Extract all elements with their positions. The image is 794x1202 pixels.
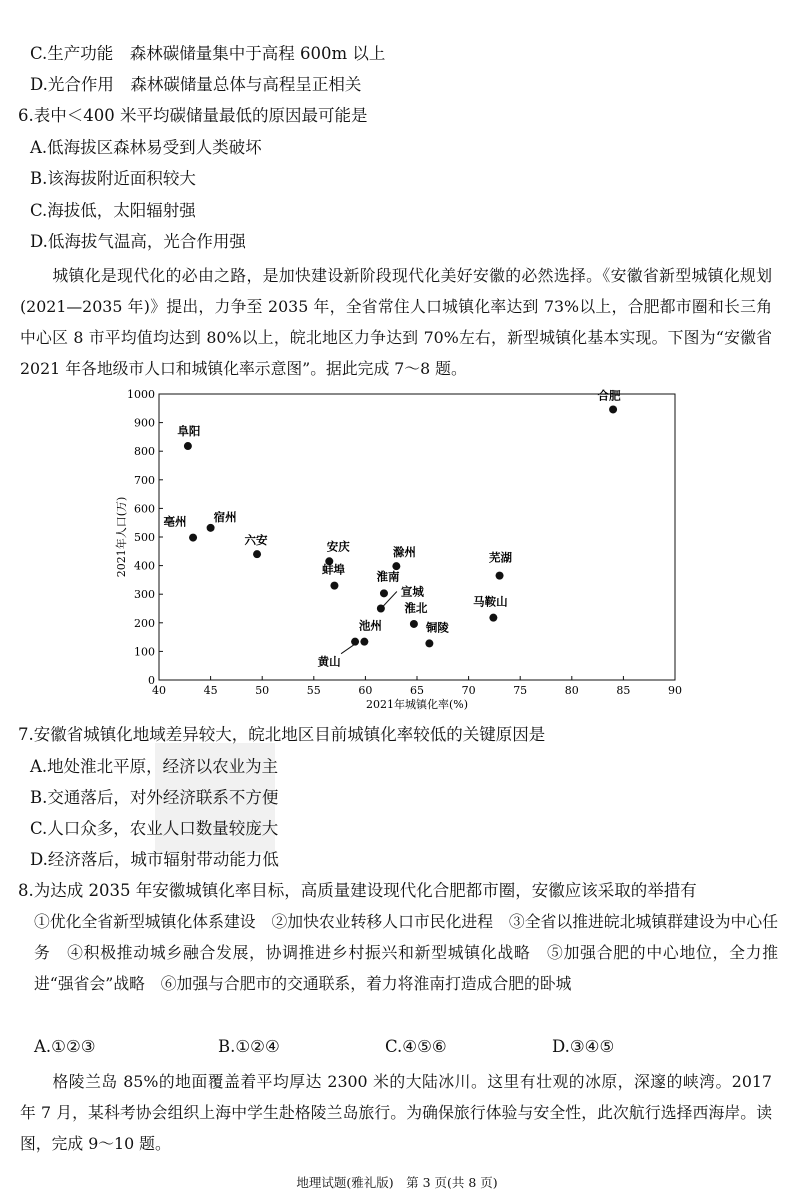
point-label: 六安 <box>244 533 268 548</box>
data-point <box>253 550 261 558</box>
point-label: 安庆 <box>326 539 350 554</box>
q8-option-c: C.④⑤⑥ <box>385 1037 447 1056</box>
q8-stem: 8.为达成 2035 年安徽城镇化率目标，高质量建设现代化合肥都市圈，安徽应该采取的举措有 <box>18 881 697 900</box>
point-label: 宣城 <box>400 584 424 599</box>
data-point <box>207 524 215 532</box>
y-tick-label: 300 <box>134 588 155 602</box>
passage-greenland: 格陵兰岛 85%的地面覆盖着平均厚达 2300 米的大陆冰川。这里有壮观的冰原，深邃的峡湾。2017 年 7 月，某科考协会组织上海中学生赴格陵兰岛旅行。为确保旅行体验与安全性，此次航行选择西海岸。读图，完成 9～10 题。 <box>20 1072 772 1153</box>
point-label: 黄山 <box>317 654 341 669</box>
y-tick-label: 700 <box>134 473 155 487</box>
point-label: 芜湖 <box>489 550 513 565</box>
x-tick-label: 60 <box>358 684 373 697</box>
x-tick-label: 45 <box>203 684 218 697</box>
x-tick-label: 75 <box>513 684 528 697</box>
q7-option-d: D.经济落后，城市辐射带动能力低 <box>30 850 279 869</box>
q5-option-d: D.光合作用 森林碳储量总体与高程呈正相关 <box>30 75 362 94</box>
point-label: 阜阳 <box>177 424 201 439</box>
point-label: 淮北 <box>404 600 428 615</box>
y-axis-label: 2021年人口(万) <box>115 496 128 578</box>
q8-option-d: D.③④⑤ <box>552 1037 615 1056</box>
point-label: 滁州 <box>392 545 416 560</box>
y-tick-label: 200 <box>134 616 155 630</box>
x-tick-label: 70 <box>461 684 476 697</box>
x-tick-label: 65 <box>410 684 424 697</box>
point-label: 宿州 <box>213 509 237 524</box>
point-label: 亳州 <box>163 514 187 529</box>
point-label: 铜陵 <box>425 620 449 635</box>
y-tick-label: 500 <box>134 531 155 544</box>
leader-line <box>341 645 354 654</box>
y-tick-label: 600 <box>134 502 155 516</box>
y-tick-label: 800 <box>134 445 155 459</box>
data-point <box>184 442 192 450</box>
scatter-chart <box>105 386 695 721</box>
y-tick-label: 400 <box>134 559 155 573</box>
data-point <box>410 620 418 628</box>
x-tick-label: 55 <box>306 684 321 697</box>
y-tick-label: 1000 <box>127 388 155 401</box>
data-point <box>489 614 497 622</box>
x-tick-label: 80 <box>564 684 579 697</box>
q8-option-a: A.①②③ <box>34 1037 96 1056</box>
y-tick-label: 0 <box>148 674 155 687</box>
data-point <box>496 572 504 580</box>
point-label: 合肥 <box>597 388 621 403</box>
data-point <box>351 638 359 646</box>
q6-option-a: A.低海拔区森林易受到人类破坏 <box>30 138 262 157</box>
x-tick-label: 40 <box>152 684 166 697</box>
q8-option-b: B.①②④ <box>218 1037 280 1056</box>
q7-option-b: B.交通落后，对外经济联系不方便 <box>30 788 279 807</box>
data-point <box>189 534 197 542</box>
plot-frame <box>159 394 675 680</box>
data-point <box>425 639 433 647</box>
x-axis-label: 2021年城镇化率(%) <box>365 698 469 711</box>
passage-urbanization: 城镇化是现代化的必由之路，是加快建设新阶段现代化美好安徽的必然选择。《安徽省新型城镇化规划(2021—2035 年)》提出，力争至 2035 年，全省常住人口城镇化率达到 73%以上，合肥都市圈和长三角中心区 8 市平均值均达到 80%以上，皖北地区力争达到 70%左右，新型城镇化基本实现。下图为“安徽省 2021 年各地级市人口和城镇化率示意图”。据此完成 7～8 题。 <box>20 266 772 378</box>
point-label: 淮南 <box>376 569 400 584</box>
point-label: 池州 <box>358 618 382 633</box>
q6-stem: 6.表中＜400 米平均碳储量最低的原因最可能是 <box>18 106 368 125</box>
x-tick-label: 85 <box>616 684 631 697</box>
q6-option-d: D.低海拔气温高，光合作用强 <box>30 232 246 251</box>
point-label: 马鞍山 <box>473 594 508 609</box>
q6-option-b: B.该海拔附近面积较大 <box>30 169 196 188</box>
q7-option-a: A.地处淮北平原，经济以农业为主 <box>30 757 279 776</box>
data-point <box>380 589 388 597</box>
y-tick-label: 900 <box>134 416 155 430</box>
q7-stem: 7.安徽省城镇化地域差异较大，皖北地区目前城镇化率较低的关键原因是 <box>18 725 546 744</box>
q7-option-c: C.人口众多，农业人口数量较庞大 <box>30 819 279 838</box>
q6-option-c: C.海拔低，太阳辐射强 <box>30 201 196 220</box>
y-tick-label: 100 <box>134 645 155 659</box>
point-label: 蚌埠 <box>321 562 345 577</box>
x-tick-label: 90 <box>668 684 682 697</box>
page-footer: 地理试题(雅礼版) 第 3 页(共 8 页) <box>296 1175 498 1190</box>
x-tick-label: 50 <box>255 684 270 697</box>
data-point <box>330 582 338 590</box>
data-point <box>609 405 617 413</box>
data-point <box>360 638 368 646</box>
q8-items: ①优化全省新型城镇化体系建设 ②加快农业转移人口市民化进程 ③全省以推进皖北城镇群建设为中心任务 ④积极推动城乡融合发展，协调推进乡村振兴和新型城镇化战略 ⑤加强合肥的中心地位，全力推进“强省会”战略 ⑥加强与合肥市的交通联系，着力将淮南打造成合肥的卧城 <box>34 912 778 993</box>
q5-option-c: C.生产功能 森林碳储量集中于高程 600m 以上 <box>30 44 386 63</box>
